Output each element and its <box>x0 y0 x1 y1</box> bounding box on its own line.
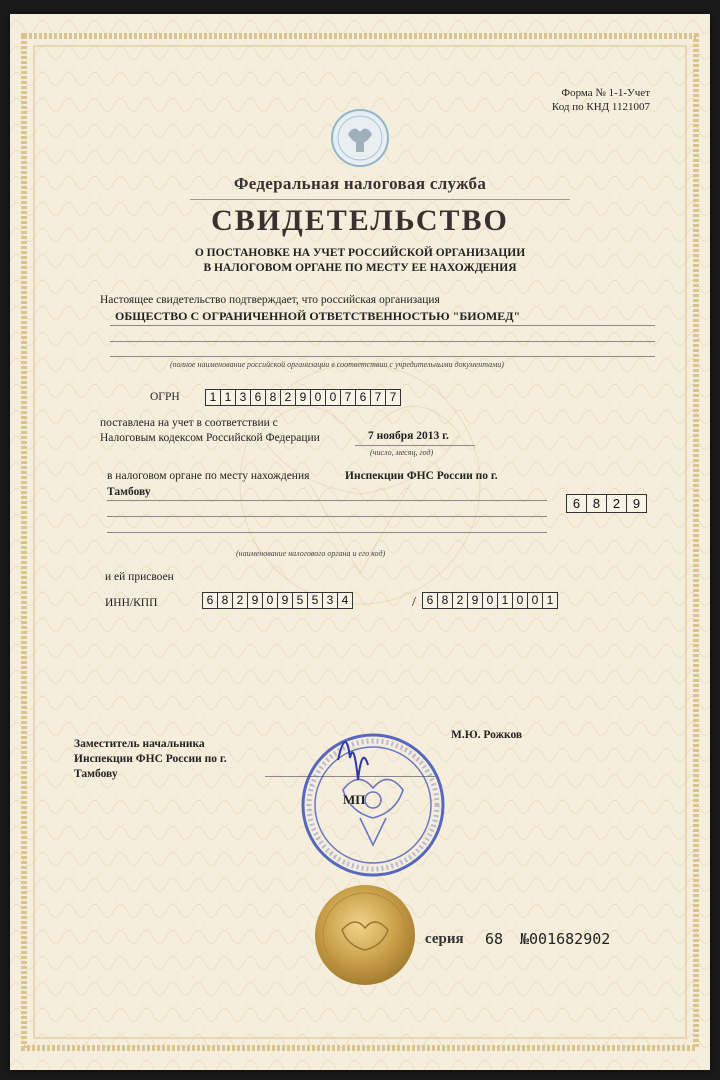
digit-cell: 8 <box>438 592 453 609</box>
eagle-icon <box>343 779 403 845</box>
inn-kpp-label: ИНН/КПП <box>105 597 158 609</box>
form-id <box>552 86 650 114</box>
authority-rule-1 <box>107 500 547 501</box>
digit-cell: 1 <box>205 389 221 406</box>
digit-cell: 1 <box>498 592 513 609</box>
digit-cell: 1 <box>221 389 236 406</box>
knd-code: Код по КНД 1121007 <box>551 101 650 113</box>
kpp-cells <box>422 592 558 609</box>
digit-cell: 9 <box>278 592 293 609</box>
signer-title <box>74 737 227 782</box>
ogrn-cells <box>205 389 401 406</box>
signer-line-1: Заместитель начальника <box>74 738 205 750</box>
digit-cell: 6 <box>422 592 438 609</box>
digit-cell: 6 <box>356 389 371 406</box>
org-rule-3 <box>110 356 655 357</box>
authority-rule-2 <box>107 516 547 517</box>
digit-cell: 0 <box>311 389 326 406</box>
digit-cell: 9 <box>468 592 483 609</box>
digit-cell: 6 <box>251 389 266 406</box>
subtitle-line-1: О ПОСТАНОВКЕ НА УЧЕТ РОССИЙСКОЙ ОРГАНИЗАЦИИ <box>194 247 526 259</box>
registration-date: 7 ноября 2013 г. <box>368 430 449 442</box>
digit-cell: 2 <box>453 592 468 609</box>
agency-divider <box>190 199 570 200</box>
assigned-text: и ей присвоен <box>105 571 174 583</box>
org-rule-2 <box>110 341 655 342</box>
digit-cell: 1 <box>543 592 558 609</box>
official-stamp <box>288 720 458 890</box>
digit-cell: 8 <box>266 389 281 406</box>
org-rule-1 <box>110 325 655 326</box>
authority-rule-3 <box>107 532 547 533</box>
authority-caption: (наименование налогового органа и его код) <box>236 549 386 558</box>
inn-cells <box>202 592 353 609</box>
mp-label: МП <box>343 792 366 807</box>
digit-cell: 7 <box>341 389 356 406</box>
gold-seal <box>310 880 420 990</box>
signer-line-2: Инспекции ФНС России по г. <box>74 753 227 765</box>
digit-cell: 8 <box>587 494 607 513</box>
signer-line-3: Тамбову <box>74 768 118 780</box>
agency-name: Федеральная налоговая служба <box>233 174 487 193</box>
series-label: серия <box>425 931 464 947</box>
series-number: №001682902 <box>520 930 611 948</box>
digit-cell: 9 <box>296 389 311 406</box>
series-value: 68 <box>485 930 504 948</box>
digit-cell: 7 <box>371 389 386 406</box>
date-caption: (число, месяц, год) <box>370 448 434 457</box>
authority-code-cells <box>566 494 647 513</box>
digit-cell: 6 <box>202 592 218 609</box>
digit-cell: 9 <box>248 592 263 609</box>
ogrn-label: ОГРН <box>150 391 180 403</box>
signer-name: М.Ю. Рожков <box>451 729 523 741</box>
subtitle-line-2: В НАЛОГОВОМ ОРГАНЕ ПО МЕСТУ ЕЕ НАХОЖДЕНИЯ <box>203 262 517 274</box>
digit-cell: 0 <box>326 389 341 406</box>
intro-text: Настоящее свидетельство подтверждает, что российская организация <box>100 294 440 306</box>
inn-kpp-separator: / <box>412 595 416 610</box>
authority-label: в налоговом органе по месту нахождения <box>107 470 310 482</box>
digit-cell: 0 <box>513 592 528 609</box>
fns-emblem-icon <box>328 106 392 170</box>
digit-cell: 3 <box>236 389 251 406</box>
document-title: СВИДЕТЕЛЬСТВО <box>211 204 509 237</box>
digit-cell: 5 <box>293 592 308 609</box>
digit-cell: 2 <box>281 389 296 406</box>
digit-cell: 7 <box>386 389 401 406</box>
digit-cell: 0 <box>483 592 498 609</box>
authority-name-line-1: Инспекции ФНС России по г. <box>345 470 498 482</box>
digit-cell: 4 <box>338 592 353 609</box>
authority-name-line-2: Тамбову <box>107 486 151 498</box>
organization-name: ОБЩЕСТВО С ОГРАНИЧЕННОЙ ОТВЕТСТВЕННОСТЬЮ "БИОМЕД" <box>115 309 521 323</box>
digit-cell: 3 <box>323 592 338 609</box>
digit-cell: 0 <box>528 592 543 609</box>
certificate-sheet <box>10 14 710 1070</box>
digit-cell: 5 <box>308 592 323 609</box>
digit-cell: 2 <box>607 494 627 513</box>
digit-cell: 0 <box>263 592 278 609</box>
org-name-caption: (полное наименование российской организации в соответствии с учредительными документами) <box>170 360 504 369</box>
digit-cell: 9 <box>627 494 647 513</box>
document-subtitle <box>10 246 710 276</box>
form-number: Форма № 1-1-Учет <box>561 87 650 99</box>
registered-line-1: поставлена на учет в соответствии с <box>100 417 278 429</box>
registered-line-2: Налоговым кодексом Российской Федерации <box>100 432 320 444</box>
digit-cell: 8 <box>218 592 233 609</box>
digit-cell: 6 <box>566 494 587 513</box>
date-rule <box>355 445 475 446</box>
digit-cell: 2 <box>233 592 248 609</box>
